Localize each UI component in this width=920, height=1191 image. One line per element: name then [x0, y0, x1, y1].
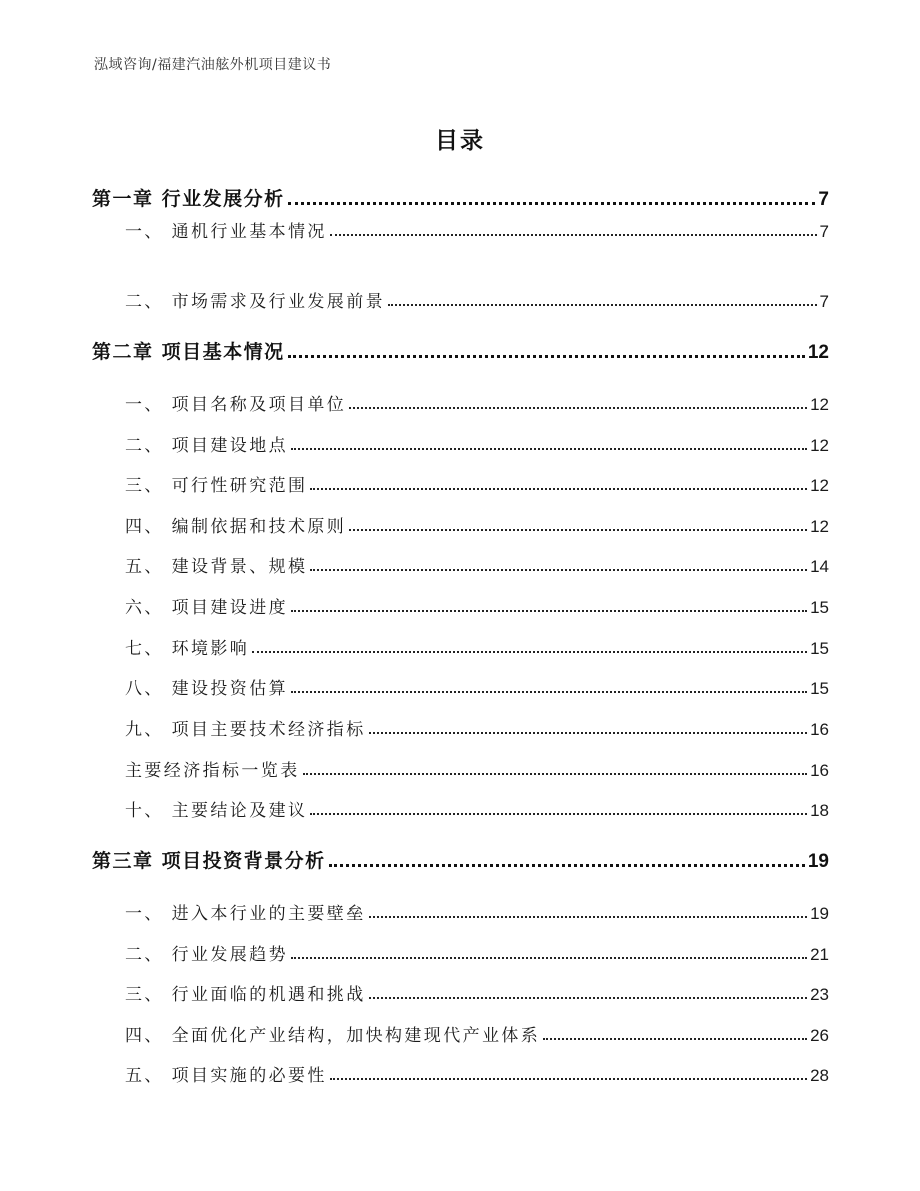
toc-entry[interactable] — [92, 1020, 829, 1046]
toc-entry-page: 12 — [810, 517, 829, 536]
dot-leader — [329, 864, 805, 867]
toc-entry-page: 7 — [819, 292, 829, 311]
dot-leader — [543, 1038, 807, 1040]
running-header: 泓域咨询/福建汽油舷外机项目建议书 — [94, 57, 332, 73]
toc-entry-label: 三、 可行性研究范围 — [125, 476, 308, 496]
toc-entry-label: 主要经济指标一览表 — [125, 761, 300, 781]
toc-entry[interactable] — [92, 795, 829, 821]
toc-entry-page: 23 — [810, 985, 829, 1004]
dot-leader — [349, 407, 807, 409]
toc-entry-page: 19 — [807, 851, 829, 872]
toc-entry-page: 16 — [810, 761, 829, 780]
toc-entry-label: 六、 项目建设进度 — [125, 598, 289, 618]
toc-entry-page: 12 — [810, 436, 829, 455]
toc-entry-page: 12 — [810, 395, 829, 414]
dot-leader — [310, 569, 807, 571]
toc-entry-label: 九、 项目主要技术经济指标 — [125, 720, 366, 740]
dot-leader — [291, 448, 807, 450]
toc-entry-page: 15 — [810, 598, 829, 617]
dot-leader — [349, 529, 807, 531]
dot-leader — [369, 916, 807, 918]
toc-entry-label: 一、 通机行业基本情况 — [125, 222, 327, 242]
dot-leader — [291, 957, 807, 959]
toc-entry-label: 二、 市场需求及行业发展前景 — [125, 292, 386, 312]
toc-entry-label: 第二章 项目基本情况 — [92, 341, 285, 363]
toc-entry-label: 五、 项目实施的必要性 — [125, 1066, 327, 1086]
toc-entry-page: 16 — [810, 720, 829, 739]
toc-entry-label: 一、 项目名称及项目单位 — [125, 395, 347, 415]
toc-entry[interactable] — [92, 286, 829, 312]
toc-entry-page: 28 — [810, 1066, 829, 1085]
toc-entry-label: 八、 建设投资估算 — [125, 679, 289, 699]
toc-entry[interactable] — [92, 216, 829, 242]
toc-entry-page: 12 — [810, 476, 829, 495]
toc-entry[interactable] — [92, 592, 829, 618]
dot-leader — [288, 355, 805, 358]
toc-entry-page: 12 — [807, 342, 829, 363]
toc-entry-label: 七、 环境影响 — [125, 639, 250, 659]
toc-entry-label: 四、 编制依据和技术原则 — [125, 517, 347, 537]
dot-leader — [288, 202, 816, 205]
toc-entry[interactable] — [92, 389, 829, 415]
dot-leader — [303, 773, 807, 775]
toc-entry[interactable] — [92, 430, 829, 456]
toc-entry-chapter-1[interactable] — [92, 183, 829, 211]
toc-entry-label: 二、 项目建设地点 — [125, 436, 289, 456]
dot-leader — [330, 234, 817, 236]
dot-leader — [369, 732, 807, 734]
toc-entry-page: 15 — [810, 679, 829, 698]
toc-entry[interactable] — [92, 714, 829, 740]
dot-leader — [252, 651, 807, 653]
dot-leader — [310, 813, 807, 815]
toc-entry[interactable] — [92, 898, 829, 924]
toc-entry-page: 15 — [810, 639, 829, 658]
toc-entry[interactable] — [92, 755, 829, 781]
toc-entry-label: 第三章 项目投资背景分析 — [92, 850, 326, 872]
dot-leader — [388, 304, 817, 306]
toc-entry-label: 五、 建设背景、规模 — [125, 557, 308, 577]
toc-entry[interactable] — [92, 939, 829, 965]
toc-entry[interactable] — [92, 1060, 829, 1086]
toc-entry-label: 二、 行业发展趋势 — [125, 945, 289, 965]
toc-entry-page: 19 — [810, 904, 829, 923]
dot-leader — [310, 488, 807, 490]
toc-entry[interactable] — [92, 633, 829, 659]
dot-leader — [330, 1078, 807, 1080]
toc-title: 目录 — [435, 128, 485, 154]
toc-entry[interactable] — [92, 470, 829, 496]
toc-entry-page: 7 — [818, 189, 829, 210]
toc-entry-page: 18 — [810, 801, 829, 820]
toc-entry-chapter-3[interactable] — [92, 845, 829, 873]
dot-leader — [369, 997, 807, 999]
toc-entry-label: 第一章 行业发展分析 — [92, 188, 285, 210]
dot-leader — [291, 691, 807, 693]
toc-entry[interactable] — [92, 551, 829, 577]
toc-entry[interactable] — [92, 979, 829, 1005]
toc-entry-page: 14 — [810, 557, 829, 576]
dot-leader — [291, 610, 807, 612]
toc-entry-label: 十、 主要结论及建议 — [125, 801, 308, 821]
toc-entry-page: 21 — [810, 945, 829, 964]
toc-entry-chapter-2[interactable] — [92, 336, 829, 364]
toc-entry-label: 三、 行业面临的机遇和挑战 — [125, 985, 366, 1005]
toc-entry-page: 7 — [819, 222, 829, 241]
toc-entry-page: 26 — [810, 1026, 829, 1045]
toc-entry[interactable] — [92, 673, 829, 699]
toc-entry-label: 四、 全面优化产业结构，加快构建现代产业体系 — [125, 1026, 541, 1046]
toc-entry[interactable] — [92, 511, 829, 537]
toc-entry-label: 一、 进入本行业的主要壁垒 — [125, 904, 366, 924]
